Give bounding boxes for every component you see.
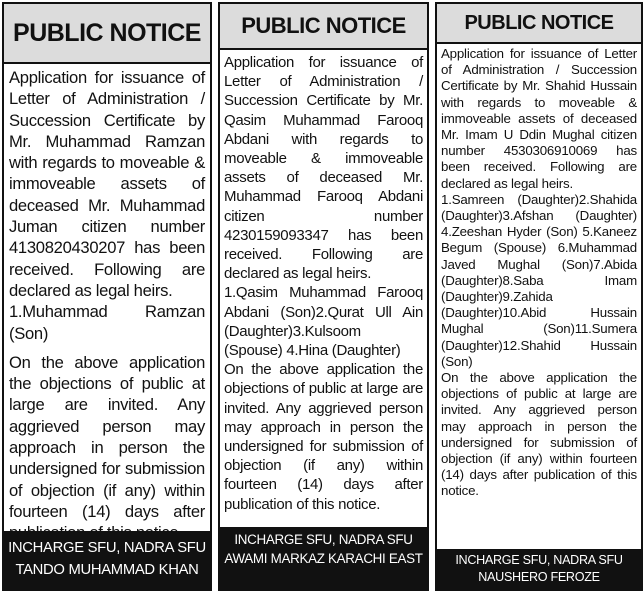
signature-line-2: AWAMI MARKAZ KARACHI EAST xyxy=(224,550,423,566)
signature-line-1: INCHARGE SFU, NADRA SFU xyxy=(455,553,623,567)
notice-title: PUBLIC NOTICE xyxy=(437,4,641,44)
signature-line-2: NAUSHERO FEROZE xyxy=(478,570,600,584)
public-notice-1 xyxy=(2,2,212,591)
notice-body xyxy=(220,50,427,517)
notice-body xyxy=(437,44,641,502)
objection-text: On the above application the objections of public at large are invited. Any aggrieved person may approach in person the undersigned for submission of objection (if any) within fourteen (14) days after xyxy=(9,352,205,521)
legal-heirs-list: 1.Samreen (Daughter)2.Shahida (Daughter)3.Afshan (Daughter) 4.Zeeshan Hyder (Son) 5.Kaneez Begum (Spouse) 6.Muhammad Javed Mughal (Son)7.Abida (Daughter)8.Saba Imam (Daughter)9.Zahida (Daughter)10.Abid Hussain Mughal (Son)11.Sumera (Daughter)12.Shahid Hussain (Son) xyxy=(441,191,637,369)
notice-body xyxy=(4,64,210,547)
signature-line-1: INCHARGE SFU, NADRA SFU xyxy=(234,532,413,547)
application-text: Application for issuance of Letter of Administration / Succession Certificate by Mr. Qasim Muhammad Farooq Abdani with regards to moveable & immoveable assets of deceased Mr. Muhammad Farooq Abdani citizen number 4230159093347 has been received. Following are declared as legal heirs. xyxy=(224,54,423,283)
notice-signature xyxy=(4,531,210,589)
objection-text: On the above application the objections of public at large are invited. Any aggrieved person may approach in person the undersigned for submission of objection (if any) within fourteen (14) days after publication of this notice. xyxy=(441,370,637,499)
notice-title: PUBLIC NOTICE xyxy=(4,4,210,64)
signature-line-2: TANDO MUHAMMAD KHAN xyxy=(15,562,199,578)
legal-heirs-list: 1.Qasim Muhammad Farooq Abdani (Son)2.Qurat Ull Ain (Daughter)3.Kulsoom (Spouse) 4.Hina (Daughter) xyxy=(224,284,423,360)
signature-line-1: INCHARGE SFU, NADRA SFU xyxy=(8,540,206,556)
application-text: Application for issuance of Letter of Administration / Succession Certificate by Mr. Shahid Hussain with regards to moveable & immoveable assets of deceased Mr. Imam U Ddin Mughal citizen number 4530306910069 has been received. Following are declared as legal heirs. xyxy=(441,46,637,191)
notice-signature xyxy=(437,549,641,589)
legal-heirs-list: 1.Muhammad Ramzan (Son) xyxy=(9,302,205,343)
application-text: Application for issuance of Letter of Administration / Succession Certificate by Mr. Muhammad Ramzan with regards to moveable & immoveable assets of deceased Mr. Muhammad Juman citizen number 4130820430207 has been received. Following are declared as legal heirs. xyxy=(9,68,205,300)
objection-text: On the above application the objections of public at large are invited. Any aggrieved person may approach in person the undersigned for submission of objection (if any) within fourteen (14) days after publication of this notice. xyxy=(224,361,423,513)
notice-signature xyxy=(220,527,427,589)
public-notice-3 xyxy=(435,2,643,591)
public-notice-2 xyxy=(218,2,429,591)
notice-title: PUBLIC NOTICE xyxy=(220,4,427,50)
